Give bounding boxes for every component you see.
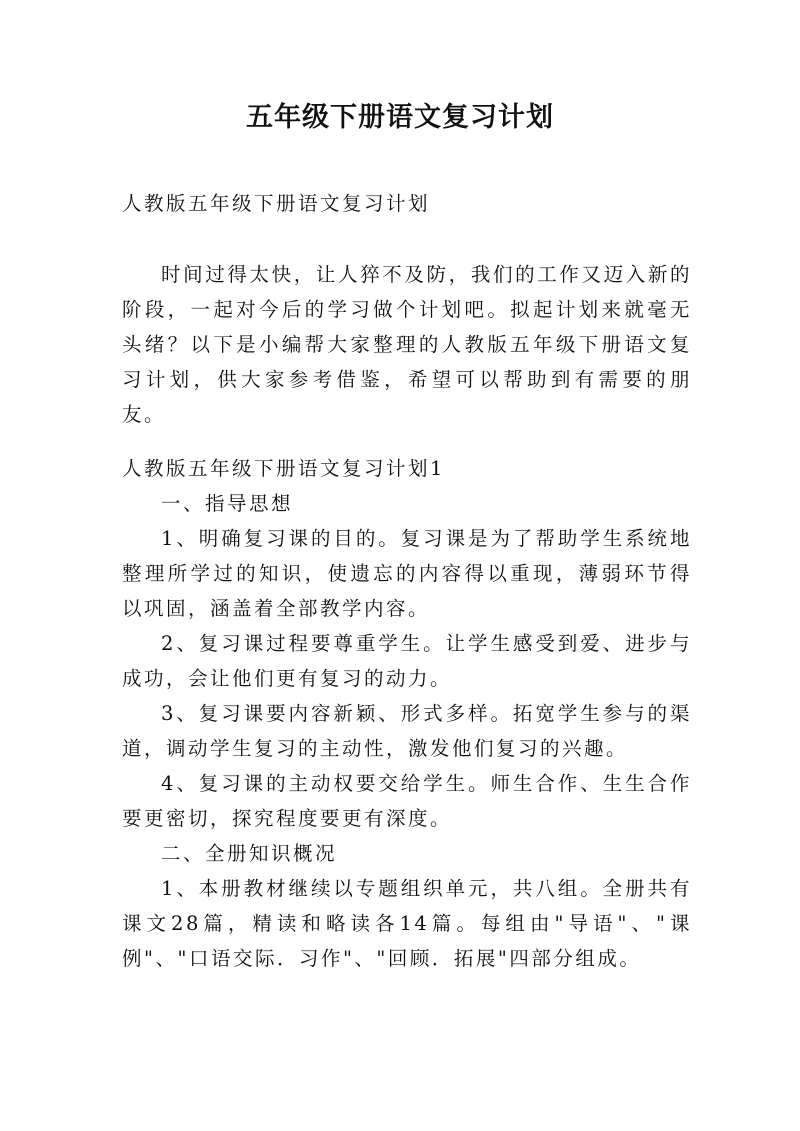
plan-content (122, 451, 692, 976)
guideline-item: 2、复习课过程要尊重学生。让学生感受到爱、进步与成功，会让他们更有复习的动力。 (122, 632, 692, 690)
part2-heading: 二、全册知识概况 (161, 842, 338, 865)
guideline-item: 4、复习课的主动权要交给学生。师生合作、生生合作要更密切，探究程度要更有深度。 (122, 772, 692, 830)
guideline-item: 1、明确复习课的目的。复习课是为了帮助学生系统地整理所学过的知识，使遗忘的内容得以重现，薄弱环节得以巩固，涵盖着全部教学内容。 (122, 527, 692, 620)
document-subtitle: 人教版五年级下册语文复习计划 (122, 192, 431, 215)
overview-item: 1、本册教材继续以专题组织单元，共八组。全册共有课文28篇，精读和略读各14篇。每组由"导语"、"课例"、"口语交际．习作"、"回顾．拓展"四部分组成。 (122, 877, 692, 970)
intro-paragraph: 时间过得太快，让人猝不及防，我们的工作又迈入新的阶段，一起对今后的学习做个计划吧。拟起计划来就毫无头绪？以下是小编帮大家整理的人教版五年级下册语文复习计划，供大家参考借鉴，希望可以帮助到有需要的朋友。 (122, 263, 692, 426)
document-title: 五年级下册语文复习计划 (246, 102, 554, 133)
part1-heading: 一、指导思想 (161, 492, 294, 515)
section-heading: 人教版五年级下册语文复习计划1 (122, 457, 445, 480)
guideline-item: 3、复习课要内容新颖、形式多样。拓宽学生参与的渠道，调动学生复习的主动性，激发他们复习的兴趣。 (122, 702, 692, 760)
